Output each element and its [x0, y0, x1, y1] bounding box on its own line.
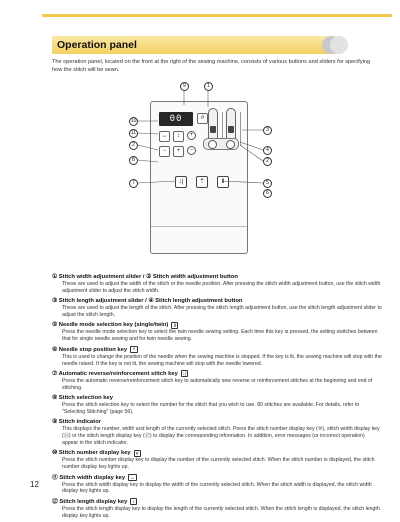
item-title: ⑫ Stitch length display key ↕ [52, 498, 382, 506]
stitch-selection-minus-button: − [187, 146, 196, 155]
stitch-width-key-icon: ↔ [130, 475, 135, 481]
stitch-indicator-display: 00 [159, 112, 193, 126]
item-body: These are used to adjust the length of the stitch. After pressing the stitch length adjustment button, use the stitch length adjustment slider to adjust the stitch length. [62, 305, 382, 319]
list-item [52, 394, 382, 416]
item-title: ⑥ Needle stop position key ⇡ [52, 346, 136, 353]
item-title: ⑧ Stitch selection key [52, 395, 113, 402]
list-item [52, 370, 382, 392]
reverse-stitch-key-icon: ↓| [182, 371, 187, 377]
slider-scale [240, 112, 241, 146]
item-title: ⑤ Needle mode selection key (single/twin) Ⅱ [52, 321, 382, 329]
callout-10: 10 [130, 118, 137, 124]
item-title: ⑪ Stitch width display key ↔ [52, 474, 135, 481]
reverse-stitch-key: ↓| [175, 176, 187, 188]
list-item [52, 321, 382, 343]
item-title: ⑨ Stitch indicator [52, 419, 101, 426]
list-item [52, 273, 382, 295]
intro-paragraph: The operation panel, located on the front at the right of the sewing machine, consists of various buttons and sliders for specifying how the stitch will be sewn. [52, 59, 371, 73]
list-item [52, 297, 382, 319]
item-body: Press the stitch length display key to display the length of the currently selected stitch. When the stitch length is displayed, the stitch length display key lights up. [62, 505, 380, 519]
operation-panel-figure [150, 101, 248, 254]
top-rule [42, 14, 392, 17]
callout-4: 4 [263, 146, 272, 155]
section-title: Operation panel [57, 39, 137, 51]
callout-2b: 2 [263, 157, 272, 166]
list-item [52, 498, 382, 520]
item-body: This is used to change the position of the needle when the sewing machine is stopped. If the key is lit, the sewing machine will stop with the needle raised. If the key is not lit, the sewing machine will stop with the needle lowered. [62, 353, 382, 367]
callout-8: 8 [129, 156, 138, 165]
needle-mode-key: Ⅱ [217, 176, 229, 188]
stitch-width-display-key: ↔ [159, 131, 170, 142]
stitch-number-display-key: # [197, 113, 208, 124]
stitch-selection-key-down: − [159, 146, 170, 157]
panel-items-list [52, 273, 382, 522]
stitch-width-adjustment-button [208, 140, 217, 149]
header-tab-decoration [322, 36, 350, 54]
callout-5: 5 [263, 179, 272, 188]
item-body: Press the automatic reverse/reinforcement stitch key to automatically sew reverse or reinforcement stitches at the beginning and end of stitching. [62, 377, 373, 391]
stitch-selection-plus-button: + [187, 131, 196, 140]
callout-1: 1 [204, 82, 213, 91]
callout-6: 6 [263, 189, 272, 198]
needle-mode-key-icon: Ⅱ [171, 322, 178, 329]
callout-2: 2 [129, 141, 138, 150]
item-body: Press the stitch width display key to display the width of the currently selected stitch. When the stitch width is displayed, the stitch width display key lights up. [62, 481, 372, 495]
item-body: Press the needle mode selection key to select the twin needle sewing setting. Each time this key is pressed, the setting switches between that for single needle sewing and for twin needle sewing. [62, 329, 378, 343]
stitch-length-key-icon: ↕ [130, 498, 137, 505]
list-item [52, 449, 382, 471]
needle-stop-key-icon: ⇡ [132, 347, 136, 353]
item-body: Press the stitch selection key to select the number for the stitch that you wish to use. 80 stitches are available. For details, refer to "Selecting Stitching" (page 56). [62, 402, 360, 415]
item-title: ⑦ Automatic reverse/reinforcement stitch key ↓| [52, 370, 187, 377]
stitch-length-display-key: ↕ [173, 131, 184, 142]
item-title: ⑩ Stitch number display key # [52, 449, 382, 457]
panel-bottom-section [151, 226, 247, 253]
item-body: Press the stitch number display key to display the number of the currently selected stitch. When the stitch number is displayed, the stitch number display key lights up. [62, 457, 375, 471]
list-item [52, 346, 382, 368]
callout-7: 7 [129, 179, 138, 188]
item-title: ① Stitch width adjustment slider / ② Stitch width adjustment button [52, 274, 238, 280]
page-number: 12 [30, 480, 39, 489]
callout-9: 9 [180, 82, 189, 91]
item-body: This displays the number, width and length of the currently selected stitch. Press the stitch number display key (⑩), stitch width display key (⑪) or the stitch length display key (⑫) to display the corresponding information. In addition, error messages (or incorrect operation) appear in the stitch indicator. [62, 426, 380, 447]
list-item [52, 474, 382, 496]
list-item [52, 418, 382, 447]
callout-11: 11 [130, 130, 137, 136]
stitch-length-adjustment-button [226, 140, 235, 149]
item-title: ③ Stitch length adjustment slider / ④ Stitch length adjustment button [52, 298, 243, 305]
item-body: These are used to adjust the width of the stitch or the needle position. After pressing the stitch width adjustment button, use the stitch width adjustment slider to adjust the stitch width. [62, 281, 381, 294]
stitch-number-key-icon: # [134, 450, 141, 457]
needle-stop-position-key: ⇡ [196, 176, 208, 188]
stitch-selection-key-up: + [173, 146, 184, 157]
callout-3: 3 [263, 126, 272, 135]
